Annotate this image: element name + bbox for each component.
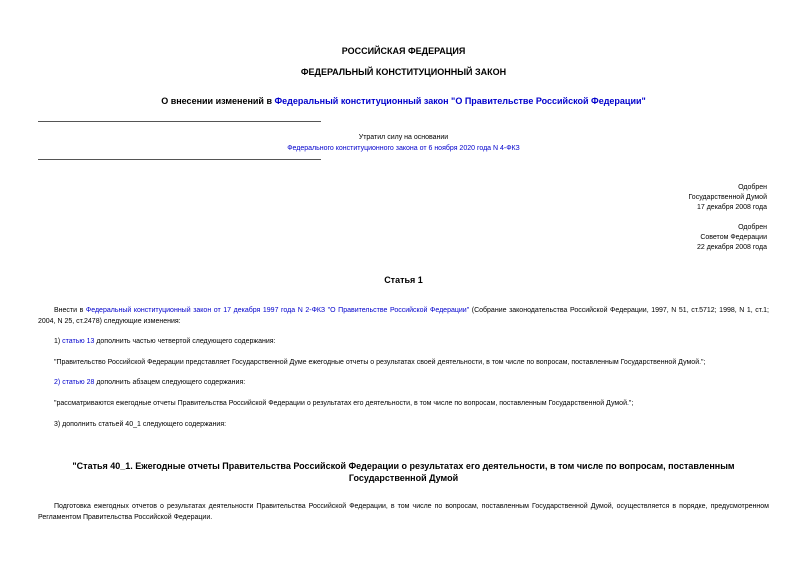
intro-suffix: (Собрание законодательства Российской Федерации, 1997, N 51, ст.5712; 1998, N 1, ст.1; 2004, N 25, ст.2478) следующие изменения: [38, 307, 770, 325]
divider-bottom [38, 159, 321, 160]
intro-law-link[interactable]: Федеральный конституционный закон от 17 декабря 1997 года N 2-ФКЗ "О Правительстве Российской Федерации" [85, 307, 470, 314]
approval-federation-council [697, 223, 767, 253]
item-1-text: дополнить частью четвертой следующего содержания: [94, 338, 276, 345]
article-13-link[interactable]: статью 13 [62, 338, 95, 345]
approval-date: 22 декабря 2008 года [696, 244, 767, 251]
title-prefix: О внесении изменений в [161, 96, 275, 106]
approval-duma [688, 183, 767, 213]
repeal-law-link[interactable]: Федерального конституционного закона от 6 ноября 2020 года N 4-ФКЗ [287, 145, 520, 152]
new-article-heading: "Статья 40_1. Ежегодные отчеты Правительства Российской Федерации о результатах его деятельности, в том числе по вопросам, поставленным Государственной Думой [72, 461, 735, 483]
law-type-heading: ФЕДЕРАЛЬНЫЙ КОНСТИТУЦИОННЫЙ ЗАКОН [300, 67, 507, 77]
country-heading: РОССИЙСКАЯ ФЕДЕРАЦИЯ [341, 46, 466, 56]
item-2-text: дополнить абзацем следующего содержания: [94, 379, 246, 386]
item-2-number-link[interactable]: 2) [54, 379, 61, 386]
item-3: 3) дополнить статьей 40_1 следующего содержания: [54, 421, 227, 428]
repeal-note-line1: Утратил силу на основании [358, 134, 449, 141]
item-1-number: 1) [54, 338, 63, 345]
title-law-link[interactable]: Федеральный конституционный закон "О Правительстве Российской Федерации" [274, 96, 646, 106]
approval-date: 17 декабря 2008 года [696, 204, 767, 211]
approval-label: Одобрен [738, 224, 767, 231]
approval-label: Одобрен [738, 184, 767, 191]
final-paragraph: Подготовка ежегодных отчетов о результатах деятельности Правительства Российской Федерации, в том числе по вопросам, поставленным Государственной Думой, осуществляется в порядке, предусмотренном Регламентом Правительства Российской Федерации. [38, 503, 769, 521]
divider-top [38, 121, 321, 122]
item-1 [54, 336, 769, 347]
approval-body: Советом Федерации [700, 234, 767, 241]
article-heading: Статья 1 [384, 275, 423, 285]
article-28-link[interactable]: статью 28 [62, 379, 95, 386]
intro-prefix: Внести в [54, 307, 86, 314]
document-title [0, 96, 807, 106]
approval-body: Государственной Думой [688, 194, 767, 201]
intro-paragraph [38, 305, 769, 327]
quote-1: "Правительство Российской Федерации представляет Государственной Думе ежегодные отчеты о результатах своей деятельности, в том числе по вопросам, поставленным Государственной Думой."; [54, 359, 706, 366]
item-2 [54, 377, 769, 388]
quote-2: "рассматриваются ежегодные отчеты Правительства Российской Федерации о результатах его деятельности, в том числе по вопросам, поставленным Государственной Думой."; [54, 400, 634, 407]
repeal-note [38, 144, 769, 154]
